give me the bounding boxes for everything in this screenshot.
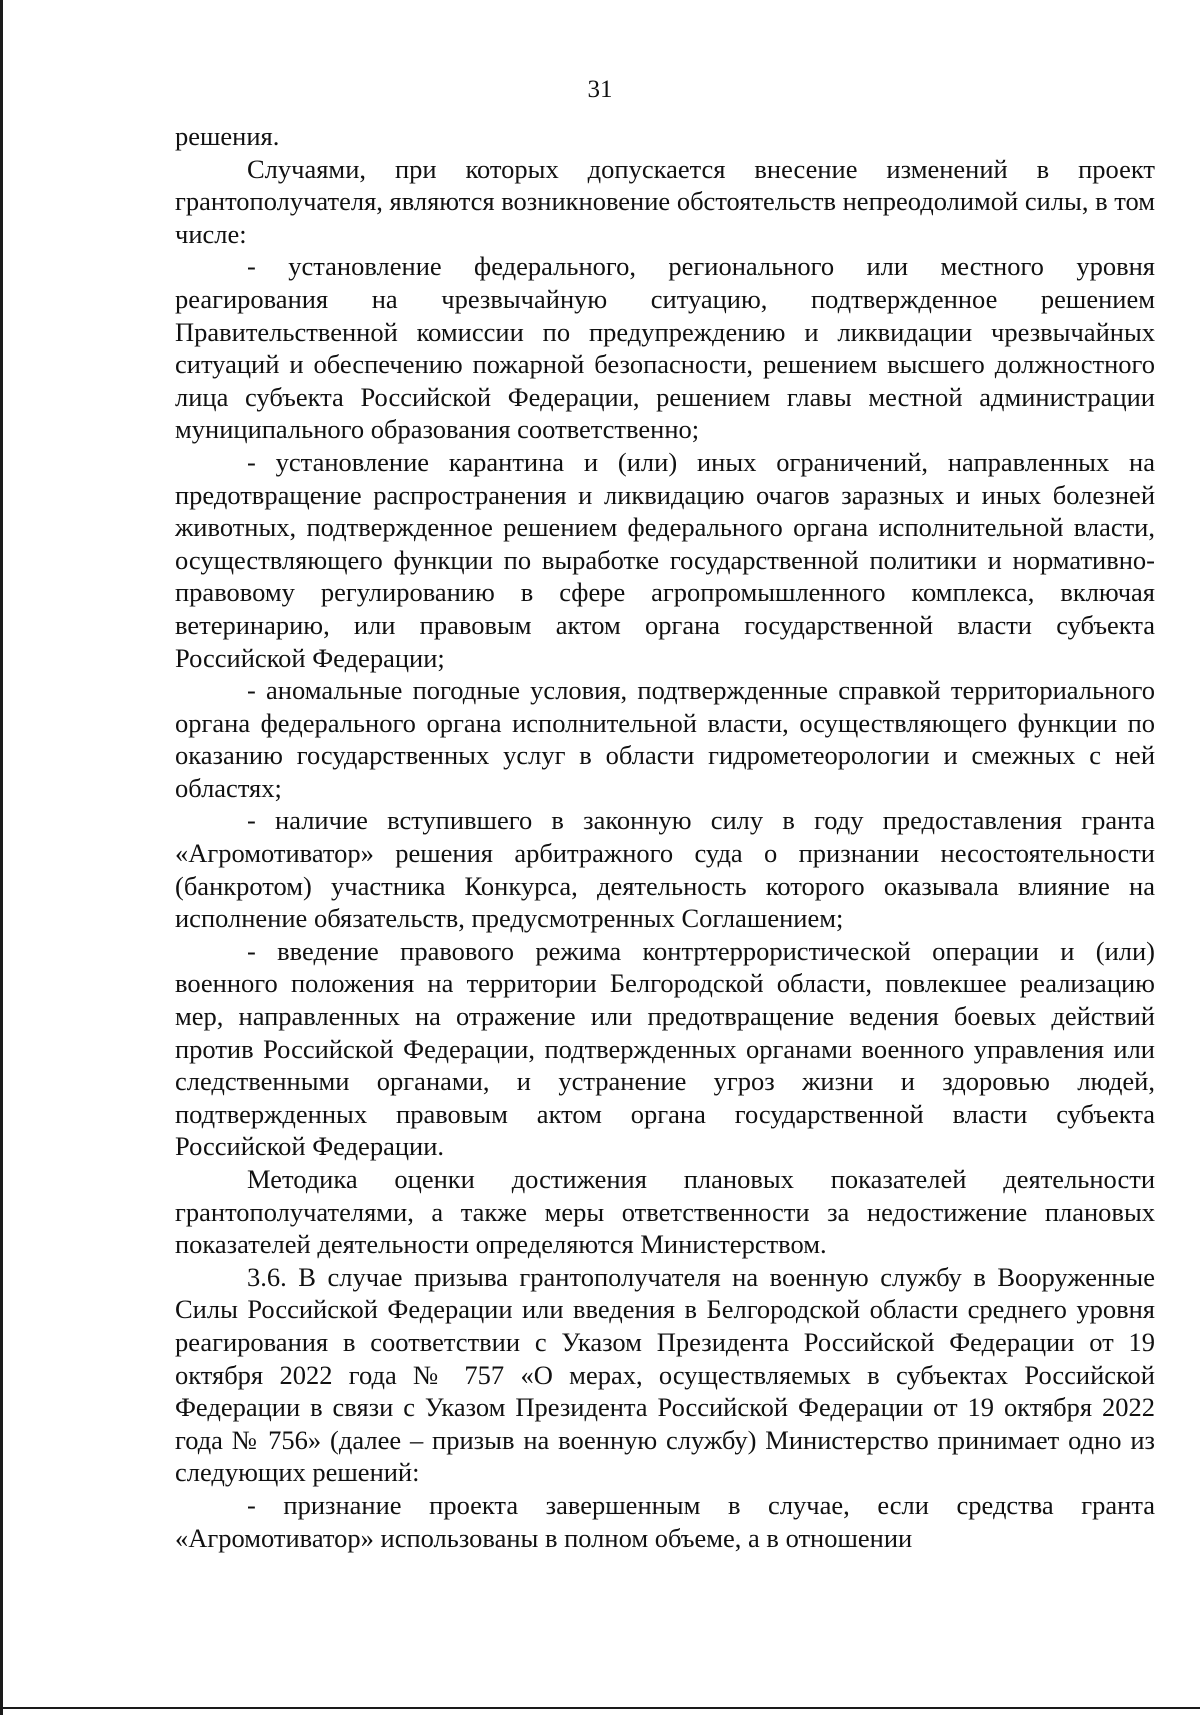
list-item-bankruptcy: - наличие вступившего в законную силу в году предоставления гранта «Агромотиватор» решения арбитражного суда о признании несостоятельности (банкротом) участника Конкурса, деятельность которого оказывала влияние на исполнение обязательств, предусмотренных Соглашением; — [175, 805, 1155, 934]
scan-edge-bottom — [0, 1707, 1200, 1709]
paragraph-section-3-6: 3.6. В случае призыва грантополучателя на военную службу в Вооруженные Силы Российской Федерации или введения в Белгородской области среднего уровня реагирования в соответствии с Указом Президента Российской Федерации от 19 октября 2022 года № 757 «О мерах, осуществляемых в субъектах Российской Федерации в связи с Указом Президента Российской Федерации от 19 октября 2022 года № 756» (далее – призыв на военную службу) Министерство принимает одно из следующих решений: — [175, 1261, 1155, 1488]
scan-edge-left — [0, 0, 3, 1715]
list-item-weather: - аномальные погодные условия, подтвержденные справкой территориального органа федерального органа исполнительной власти, осуществляющего функции по оказанию государственных услуг в области гидрометеорологии и смежных с ней областях; — [175, 675, 1155, 803]
document-body — [175, 120, 1155, 1554]
paragraph-force-majeure-intro: Случаями, при которых допускается внесение изменений в проект грантополучателя, являются возникновение обстоятельств непреодолимой силы, в том числе: — [175, 153, 1155, 249]
list-item-project-completed: - признание проекта завершенным в случае, если средства гранта «Агромотиватор» использованы в полном объеме, а в отношении — [175, 1489, 1155, 1553]
paragraph-continuation: решения. — [175, 121, 280, 151]
page-number: 31 — [587, 76, 613, 103]
list-item-emergency-response: - установление федерального, регионального или местного уровня реагирования на чрезвычайную ситуацию, подтвержденное решением Правительственной комиссии по предупреждению и ликвидации чрезвычайных ситуаций и обеспечению пожарной безопасности, решением высшего должностного лица субъекта Российской Федерации, решением главы местной администрации муниципального образования соответственно; — [175, 251, 1155, 445]
list-item-quarantine: - установление карантина и (или) иных ограничений, направленных на предотвращение распространения и ликвидацию очагов заразных и иных болезней животных, подтвержденное решением федерального органа исполнительной власти, осуществляющего функции по выработке государственной политики и нормативно-правовому регулированию в сфере агропромышленного комплекса, включая ветеринарию, или правовым актом органа государственной власти субъекта Российской Федерации; — [175, 446, 1155, 673]
list-item-counter-terrorism: - введение правового режима контртеррористической операции и (или) военного положения на территории Белгородской области, повлекшее реализацию мер, направленных на отражение или предотвращение ведения боевых действий против Российской Федерации, подтвержденных органами военного управления или следственными органами, и устранение угроз жизни и здоровью людей, подтвержденных правовым актом органа государственной власти субъекта Российской Федерации. — [175, 935, 1155, 1162]
paragraph-methodology: Методика оценки достижения плановых показателей деятельности грантополучателями, а также меры ответственности за недостижение плановых показателей деятельности определяются Министерством. — [175, 1164, 1155, 1260]
